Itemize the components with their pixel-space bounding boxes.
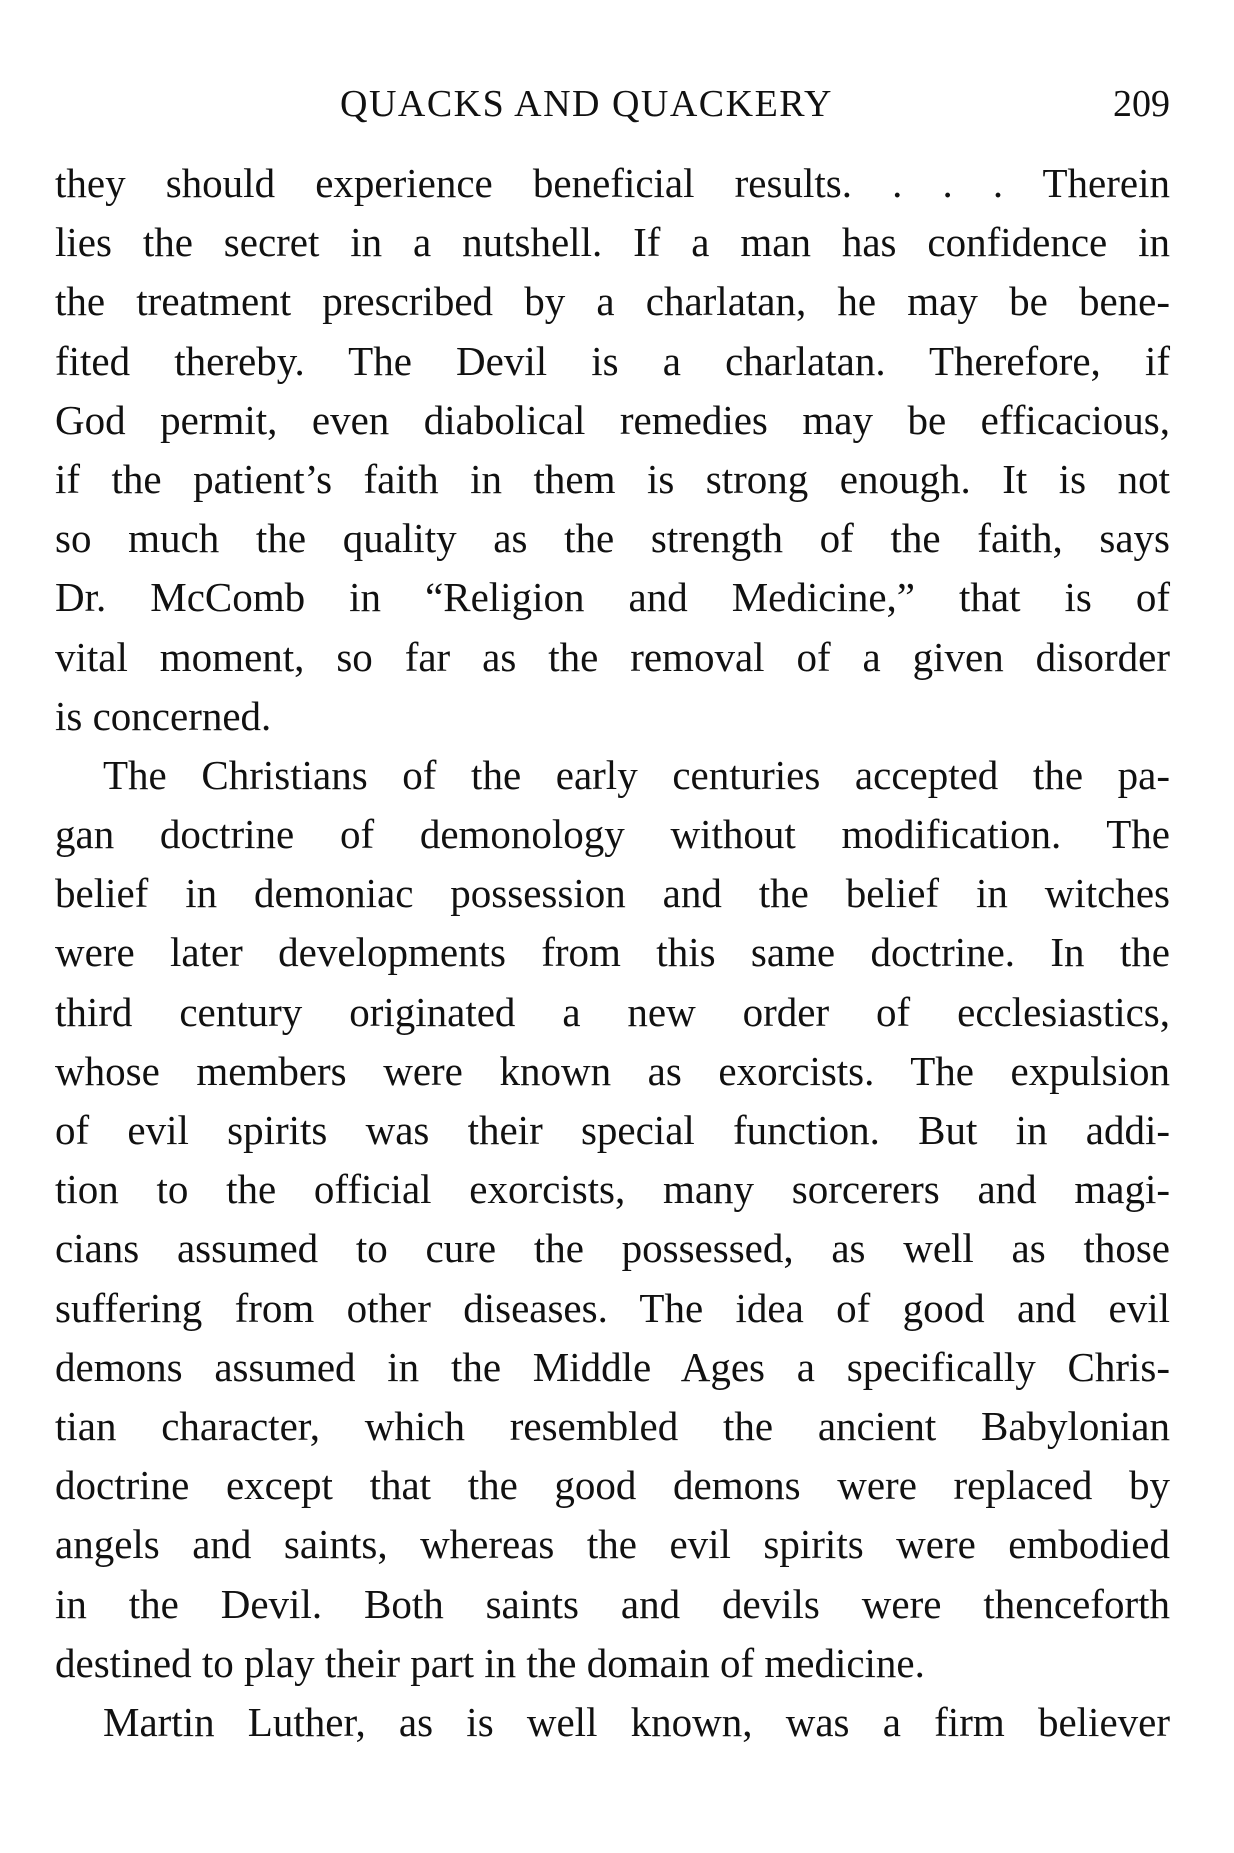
text-line: The Christians of the early centuries accepted the pa- bbox=[103, 751, 1170, 798]
text-line: lies the secret in a nutshell. If a man has confidence in bbox=[55, 219, 1170, 266]
text-line: so much the quality as the strength of the faith, says bbox=[55, 515, 1170, 562]
text-line: the treatment prescribed by a charlatan, he may be bene- bbox=[55, 278, 1170, 325]
text-line: whose members were known as exorcists. The expulsion bbox=[55, 1047, 1170, 1094]
text-line: tian character, which resembled the ancient Babylonian bbox=[55, 1402, 1170, 1449]
text-line: tion to the official exorcists, many sorcerers and magi- bbox=[55, 1166, 1170, 1213]
text-line: vital moment, so far as the removal of a given disorder bbox=[55, 633, 1170, 680]
text-line: suffering from other diseases. The idea of good and evil bbox=[55, 1284, 1170, 1331]
running-head bbox=[55, 74, 1170, 134]
text-line: of evil spirits was their special function. But in addi- bbox=[55, 1107, 1170, 1153]
text-line: Martin Luther, as is well known, was a firm believer bbox=[103, 1698, 1170, 1745]
body-text bbox=[55, 154, 1170, 1752]
text-line: fited thereby. The Devil is a charlatan. Therefore, if bbox=[55, 337, 1170, 384]
text-line: God permit, even diabolical remedies may be efficacious, bbox=[55, 396, 1170, 443]
running-head-title: QUACKS AND QUACKERY bbox=[340, 83, 833, 125]
text-line: were later developments from this same doctrine. In the bbox=[55, 929, 1170, 976]
text-line: doctrine except that the good demons were replaced by bbox=[55, 1462, 1170, 1509]
text-line: they should experience beneficial results. . . . Therein bbox=[55, 160, 1170, 206]
text-line: angels and saints, whereas the evil spirits were embodied bbox=[55, 1521, 1170, 1568]
text-line: is concerned. bbox=[55, 692, 272, 739]
text-line: if the patient’s faith in them is strong enough. It is not bbox=[55, 455, 1170, 502]
text-line: destined to play their part in the domain of medicine. bbox=[55, 1639, 925, 1686]
text-line: third century originated a new order of ecclesiastics, bbox=[55, 988, 1170, 1035]
page-number: 209 bbox=[1113, 83, 1170, 125]
text-line: belief in demoniac possession and the belief in witches bbox=[55, 870, 1170, 917]
text-line: in the Devil. Both saints and devils were thenceforth bbox=[55, 1580, 1170, 1627]
text-line: cians assumed to cure the possessed, as well as those bbox=[55, 1225, 1170, 1272]
text-line: gan doctrine of demonology without modification. The bbox=[55, 811, 1170, 858]
text-line: Dr. McComb in “Religion and Medicine,” that is of bbox=[55, 574, 1170, 621]
text-line: demons assumed in the Middle Ages a specifically Chris- bbox=[55, 1343, 1170, 1390]
